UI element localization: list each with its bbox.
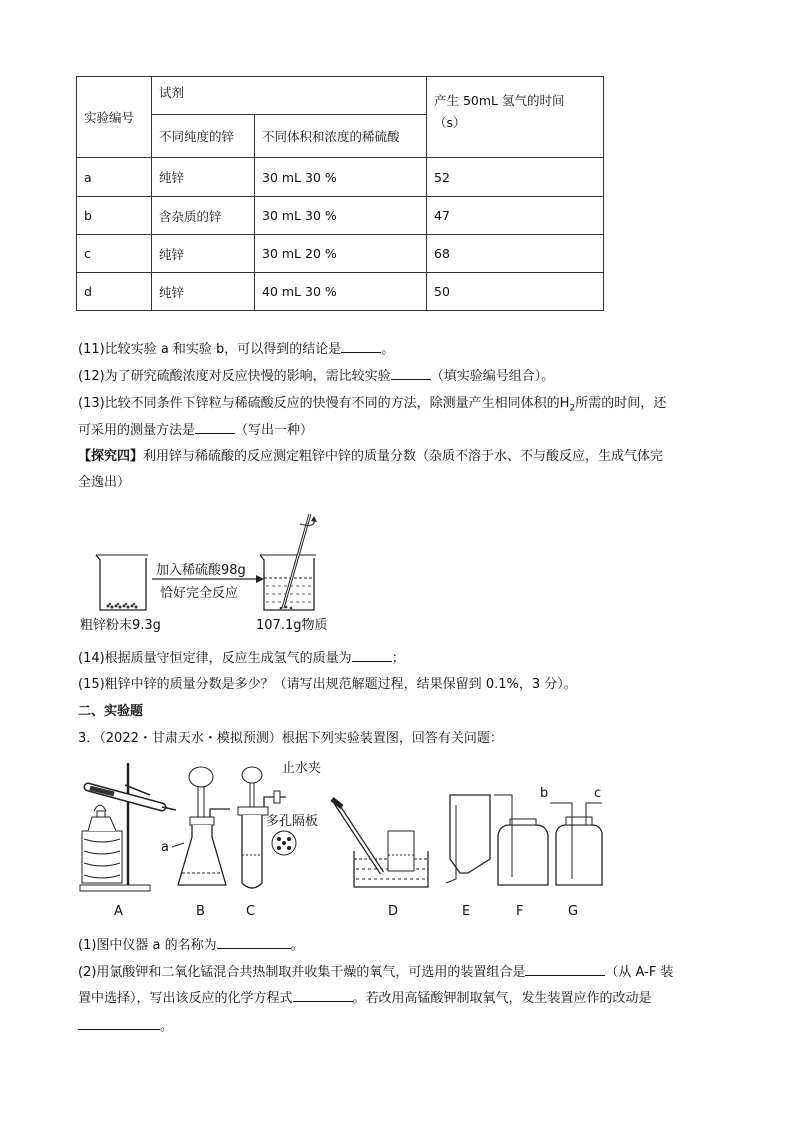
- cell-id: b: [77, 197, 152, 235]
- question-3-intro: 3．（2022・甘肃天水・模拟预测）根据下列实验装置图，回答有关问题：: [78, 731, 503, 746]
- label-e: E: [462, 904, 471, 919]
- table-row: [77, 158, 604, 197]
- question-13-line1: (13)比较不同条件下锌粒与稀硫酸反应的快慢有不同的方法，除测量产生相同体积的$H_2$所需的时间，还: [78, 396, 667, 414]
- label-instrument-a: a: [161, 840, 169, 855]
- caption-crude-zinc: 粗锌粉末9.3g: [80, 618, 161, 633]
- cell-zinc: 纯锌: [152, 158, 255, 197]
- apparatus-d-icon: [332, 799, 428, 887]
- apparatus-b-icon: [172, 767, 230, 885]
- question-11: (11)比较实验 a 和实验 b，可以得到的结论是 。: [78, 342, 395, 357]
- answer-blank[interactable]: [352, 649, 392, 662]
- cell-id: c: [77, 235, 152, 273]
- label-b: B: [196, 904, 205, 919]
- arrow-head-icon: [256, 575, 264, 583]
- beaker-right-icon: [260, 514, 317, 610]
- q3-part2-line2: 置中选择），写出该反应的化学方程式 。若改用高锰酸钾制取氧气，发生装置应作的改动是: [78, 991, 652, 1006]
- table-row: [77, 273, 604, 311]
- header-time-line2: （s）: [434, 115, 466, 130]
- cell-time: 47: [427, 197, 604, 235]
- cell-acid: 30 mL 20 %: [255, 235, 427, 273]
- label-porous-plate: 多孔隔板: [266, 814, 319, 829]
- section-heading: 二、实验题: [78, 704, 144, 719]
- q3-part2-line1: (2)用氯酸钾和二氧化锰混合共热制取并收集干燥的氧气，可选用的装置组合是 （从 A-F 装: [78, 965, 674, 980]
- cell-acid: 30 mL 30 %: [255, 197, 427, 235]
- beaker-left-icon: [96, 555, 148, 610]
- label-water-clamp: 止水夹: [282, 761, 322, 776]
- q3-part2-line3: 。: [78, 1017, 173, 1036]
- explore4-tag: 【探究四】: [78, 449, 144, 464]
- apparatus-g-icon: [550, 803, 602, 885]
- answer-blank[interactable]: [293, 989, 353, 1002]
- label-g: G: [568, 904, 579, 919]
- header-exp-no: 实验编号: [77, 77, 152, 158]
- question-15: (15)粗锌中锌的质量分数是多少？（请写出规范解题过程，结果保留到 0.1%，3 分）。: [78, 677, 577, 692]
- table-row: [77, 197, 604, 235]
- table-row: [77, 235, 604, 273]
- label-f: F: [516, 904, 524, 919]
- explore4-line2: 全逸出）: [78, 475, 131, 490]
- answer-blank[interactable]: [341, 340, 381, 353]
- apparatus-a-icon: [80, 763, 176, 891]
- header-time: [427, 77, 604, 158]
- answer-blank[interactable]: [78, 1017, 160, 1030]
- header-acid: 不同体积和浓度的稀硫酸: [255, 115, 427, 158]
- answer-blank[interactable]: [391, 367, 431, 380]
- apparatus-figure: [70, 755, 630, 925]
- answer-blank[interactable]: [217, 936, 291, 949]
- answer-blank[interactable]: [525, 963, 605, 976]
- cell-time: 68: [427, 235, 604, 273]
- answer-blank[interactable]: [195, 421, 235, 434]
- label-a: A: [114, 904, 123, 919]
- question-12: (12)为了研究硫酸浓度对反应快慢的影响，需比较实验 （填实验编号组合）。: [78, 369, 555, 384]
- question-13-line2: 可采用的测量方法是 （写出一种）: [78, 423, 314, 438]
- cell-zinc: 含杂质的锌: [152, 197, 255, 235]
- cell-zinc: 纯锌: [152, 273, 255, 311]
- cell-zinc: 纯锌: [152, 235, 255, 273]
- arrow-label-bottom: 恰好完全反应: [160, 586, 239, 601]
- experiment-table: [76, 76, 604, 311]
- q3-part1: (1)图中仪器 a 的名称为 。: [78, 938, 304, 953]
- cell-acid: 40 mL 30 %: [255, 273, 427, 311]
- header-reagent: 试剂: [152, 77, 427, 115]
- cell-time: 50: [427, 273, 604, 311]
- apparatus-f-icon: [494, 795, 548, 885]
- label-d: D: [388, 904, 399, 919]
- question-14: (14)根据质量守恒定律，反应生成氢气的质量为 ；: [78, 651, 405, 666]
- cell-time: 52: [427, 158, 604, 197]
- cell-id: d: [77, 273, 152, 311]
- zinc-reaction-figure: [78, 500, 378, 640]
- label-c-port: c: [594, 786, 602, 801]
- cell-id: a: [77, 158, 152, 197]
- caption-result-mass: 107.1g物质: [256, 618, 328, 633]
- header-zinc: 不同纯度的锌: [152, 115, 255, 158]
- label-c: C: [246, 904, 256, 919]
- arrow-label-top: 加入稀硫酸98g: [156, 563, 246, 578]
- header-time-line1: 产生 50mL 氢气的时间: [434, 93, 565, 108]
- label-b-port: b: [540, 786, 549, 801]
- apparatus-e-icon: [446, 795, 490, 883]
- explore4-line1: 【探究四】利用锌与稀硫酸的反应测定粗锌中锌的质量分数（杂质不溶于水、不与酸反应，生成气体完: [78, 449, 664, 464]
- cell-acid: 30 mL 30 %: [255, 158, 427, 197]
